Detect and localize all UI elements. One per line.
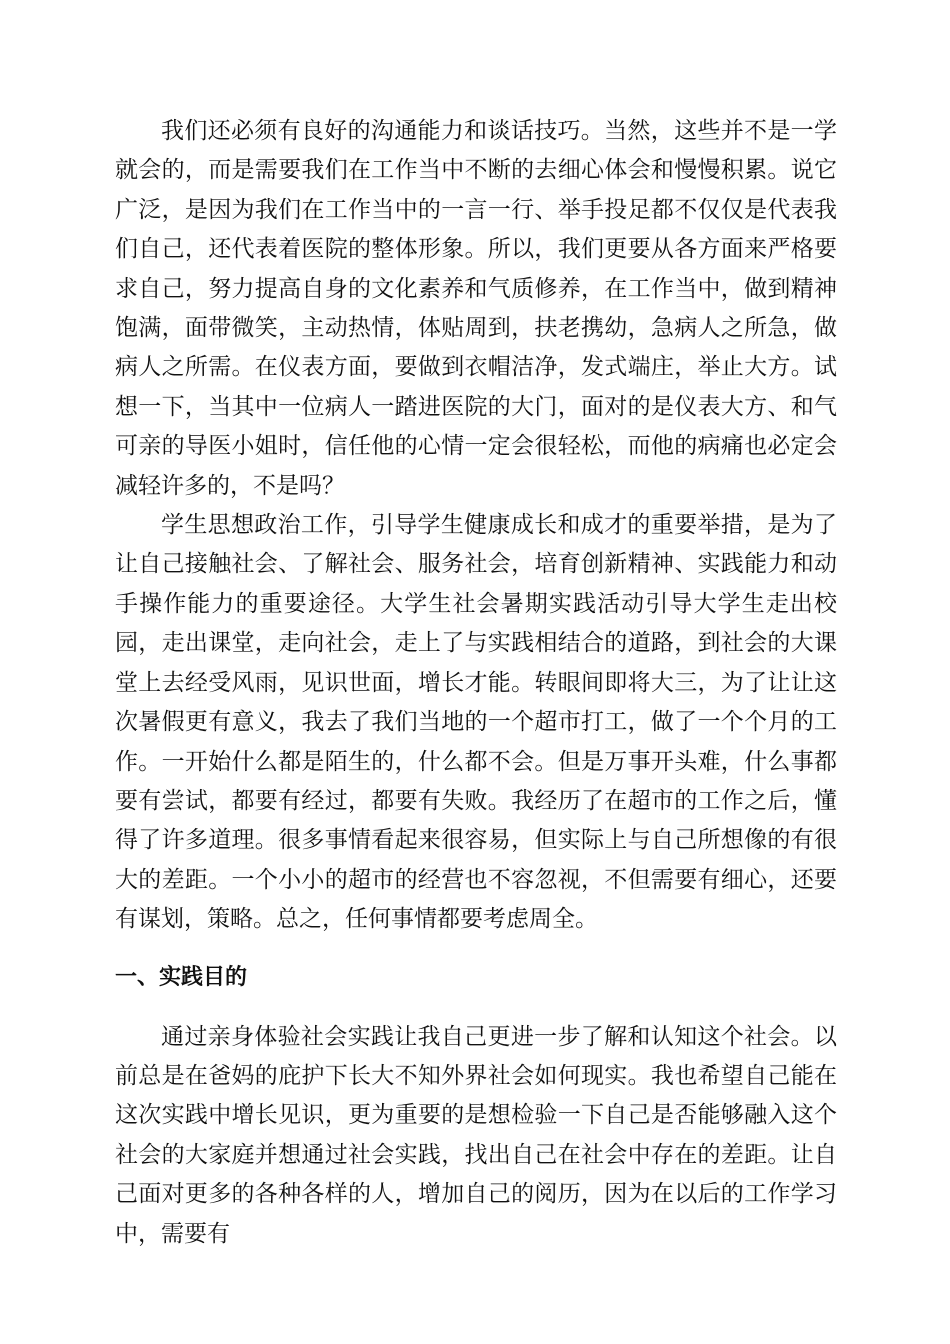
- paragraph-practice-purpose: 通过亲身体验社会实践让我自己更进一步了解和认知这个社会。以前总是在爸妈的庇护下长大不知外界社会如何现实。我也希望自己能在这次实践中增长见识，更为重要的是想检验一下自己是否能够融入这个社会的大家庭并想通过社会实践，找出自己在社会中存在的差距。让自己面对更多的各种各样的人，增加自己的阅历，因为在以后的工作学习中，需要有: [115, 1023, 837, 1247]
- section-heading-practice-purpose: 一、实践目的: [115, 964, 248, 990]
- paragraph-social-practice-intro: 学生思想政治工作，引导学生健康成长和成才的重要举措，是为了让自己接触社会、了解社会、服务社会，培育创新精神、实践能力和动手操作能力的重要途径。大学生社会暑期实践活动引导大学生走出校园，走出课堂，走向社会，走上了与实践相结合的道路，到社会的大课堂上去经受风雨，见识世面，增长才能。转眼间即将大三，为了让让这次暑假更有意义，我去了我们当地的一个超市打工，做了一个个月的工作。一开始什么都是陌生的，什么都不会。但是万事开头难，什么事都要有尝试，都要有经过，都要有失败。我经历了在超市的工作之后，懂得了许多道理。很多事情看起来很容易，但实际上与自己所想像的有很大的差距。一个小小的超市的经营也不容忽视，不但需要有细心，还要有谋划，策略。总之，任何事情都要考虑周全。: [115, 512, 837, 933]
- document-page: [115, 112, 837, 1254]
- paragraph-communication-skills: 我们还必须有良好的沟通能力和谈话技巧。当然，这些并不是一学就会的，而是需要我们在工作当中不断的去细心体会和慢慢积累。说它广泛，是因为我们在工作当中的一言一行、举手投足都不仅仅是代表我们自己，还代表着医院的整体形象。所以，我们更要从各方面来严格要求自己，努力提高自身的文化素养和气质修养，在工作当中，做到精神饱满，面带微笑，主动热情，体贴周到，扶老携幼，急病人之所急，做病人之所需。在仪表方面，要做到衣帽洁净，发式端庄，举止大方。试想一下，当其中一位病人一踏进医院的大门，面对的是仪表大方、和气可亲的导医小姐时，信任他的心情一定会很轻松，而他的病痛也必定会减轻许多的，不是吗？: [115, 118, 837, 499]
